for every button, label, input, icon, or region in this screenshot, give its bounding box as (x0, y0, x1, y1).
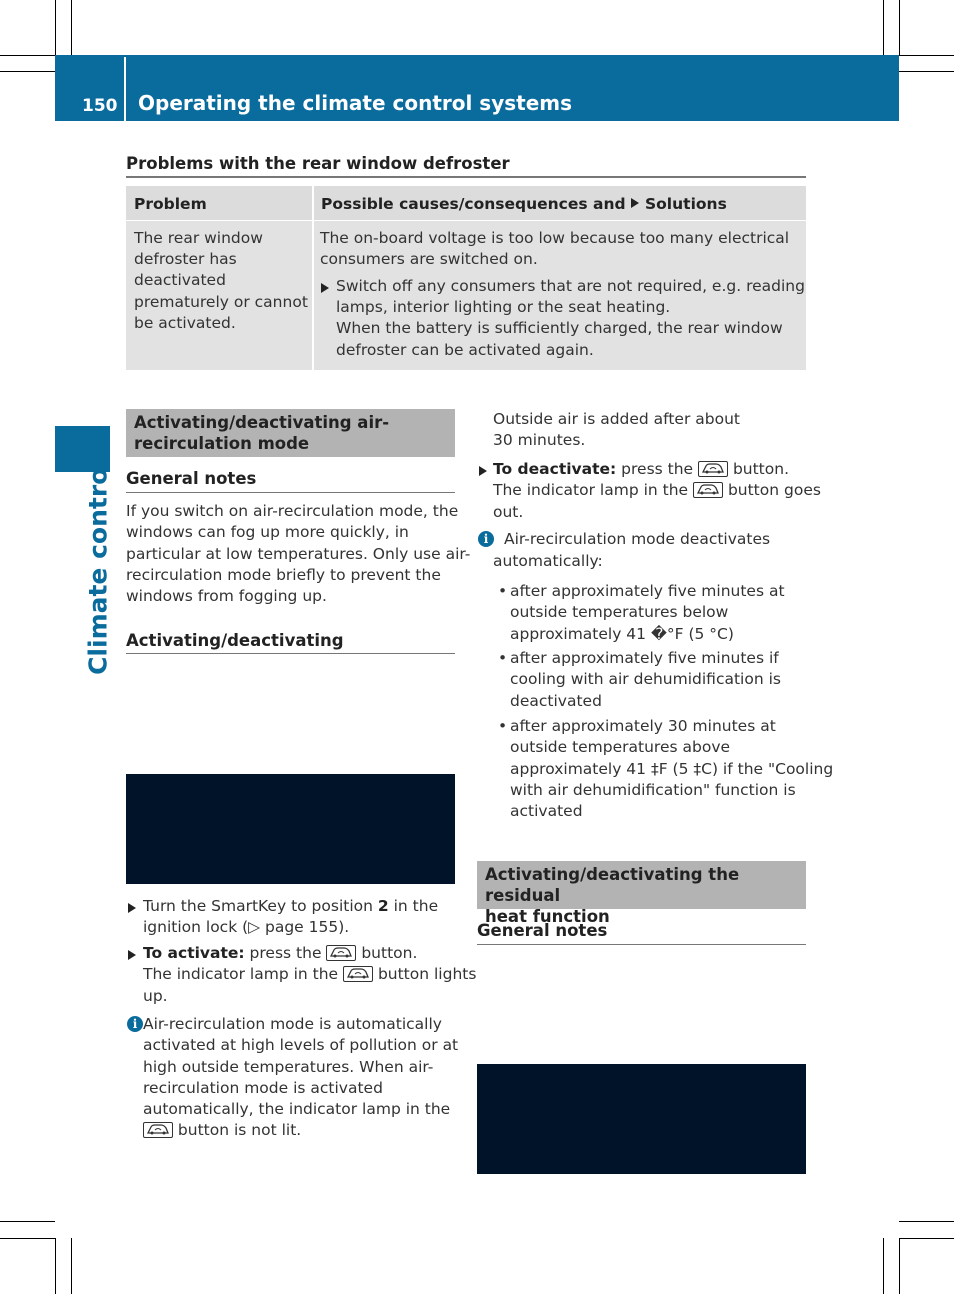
activate-label: To activate: (143, 944, 245, 962)
indicator-text-last: up. (143, 986, 168, 1005)
text-line: Activating/deactivating air- (134, 413, 390, 432)
page-title: Operating the climate control systems (138, 91, 573, 115)
table-cell-problem (126, 221, 313, 370)
deactivate-text: press the (616, 460, 699, 478)
table-header-solutions (313, 186, 806, 220)
step-activate (143, 943, 476, 1007)
recirculation-button-icon (143, 1122, 173, 1138)
step1-page-ref: ignition lock (▷ page 155). (143, 918, 350, 937)
deactivate-indicator-end: button goes (723, 481, 821, 500)
crop-mark (899, 1221, 954, 1222)
list-item (510, 716, 833, 822)
deactivate-indicator-text: The indicator lamp in the (493, 481, 694, 500)
text-line: When the battery is sufficiently charged, the rear window (336, 319, 783, 338)
text-line: particular at low temperatures. Only use air- (126, 544, 471, 563)
recirculation-button-icon (343, 966, 373, 982)
text-line: after approximately five minutes at (510, 582, 785, 600)
heading-rule (126, 653, 455, 654)
info-icon: i (127, 1016, 143, 1032)
residual-general-notes-heading: General notes (477, 921, 608, 940)
recirculation-button-icon (326, 945, 356, 961)
text-line: high outside temperatures. When air- (143, 1057, 434, 1076)
crop-mark (899, 1238, 900, 1294)
table-header-problem (126, 186, 313, 220)
residual-heat-section-title-text (485, 864, 798, 927)
crop-mark (883, 1238, 884, 1294)
table-column-divider (312, 186, 314, 370)
text-line: recirculation mode briefly to prevent the (126, 565, 441, 584)
step-deactivate (493, 459, 821, 523)
text-line: deactivated (134, 271, 226, 290)
crop-mark (71, 0, 72, 55)
crop-mark (899, 71, 954, 72)
text-line: prematurely or cannot (134, 292, 308, 311)
cause-text (320, 228, 789, 270)
solution-arrow-icon (631, 198, 639, 208)
text-line: heat function (485, 907, 610, 926)
bullet-dot-icon: • (498, 717, 508, 735)
text-line: 30 minutes. (493, 431, 586, 450)
info2-line1: Air-recirculation mode deactivates (504, 530, 771, 548)
heading-rule (126, 176, 806, 178)
text-line: consumers are switched on. (320, 250, 538, 269)
text-line: activated (510, 802, 583, 821)
crop-mark (0, 71, 55, 72)
text-line: outside temperatures above (510, 738, 731, 757)
text-line: approximately 41 ‡F (5 ‡C) if the "Cooling (510, 759, 834, 778)
text-line: outside temperatures below (510, 603, 729, 622)
text-line: with air dehumidification" function is (510, 780, 796, 799)
table-header-solutions-label (321, 195, 727, 213)
list-item (510, 581, 785, 645)
defroster-heading: Problems with the rear window defroster (126, 154, 510, 173)
activating-heading: Activating/deactivating (126, 631, 344, 650)
crop-mark (883, 0, 884, 55)
list-item (510, 648, 781, 712)
deactivate-last: out. (493, 502, 524, 521)
crop-mark (0, 1238, 55, 1239)
bullet-dot-icon: • (498, 582, 508, 600)
side-tab-label: Climate control (83, 459, 113, 675)
problem-text (134, 228, 308, 334)
crop-mark (899, 0, 900, 55)
text-line: activated at high levels of pollution or at (143, 1036, 459, 1055)
bullet-dot-icon: • (498, 649, 508, 667)
text-line: Switch off any consumers that are not required, e.g. reading (336, 277, 805, 295)
info-last-line: button is not lit. (173, 1121, 302, 1140)
outside-air-text (493, 409, 740, 452)
recirc-section-title (126, 409, 455, 457)
crop-mark (899, 1238, 954, 1239)
text-line: after approximately 30 minutes at (510, 717, 776, 735)
text-line: recirculation mode is activated (143, 1078, 383, 1097)
crop-mark (0, 55, 55, 56)
text-line: defroster has (134, 250, 237, 269)
info-auto-deactivation (504, 529, 770, 550)
text-line: windows can fog up more quickly, in (126, 523, 409, 542)
crop-mark (899, 55, 954, 56)
text-line: lamps, interior lighting or the seat heating. (336, 298, 671, 317)
solution-arrow-icon (321, 283, 329, 293)
step1-position: 2 (377, 897, 389, 915)
header-text-b: Solutions (645, 195, 727, 213)
text-line: automatically, the indicator lamp in the (143, 1100, 451, 1119)
heading-rule (126, 492, 455, 493)
text-line: The on-board voltage is too low because too many electrical (320, 229, 790, 247)
step-arrow-icon (128, 950, 136, 960)
text-line: Outside air is added after about (493, 410, 740, 428)
info2-line2: automatically: (493, 552, 603, 570)
text-line: Air-recirculation mode is automatically (143, 1015, 442, 1033)
crop-mark (55, 1238, 56, 1294)
crop-mark (55, 0, 56, 55)
text-line: If you switch on air-recirculation mode, the (126, 502, 459, 520)
activate-text: press the (244, 944, 327, 962)
header-separator (124, 57, 126, 121)
deactivate-label: To deactivate: (493, 460, 617, 478)
text-line: after approximately five minutes if (510, 649, 779, 667)
indicator-text-end: button lights (373, 965, 477, 984)
crop-mark (0, 1221, 55, 1222)
text-line: windows from fogging up. (126, 587, 327, 606)
general-notes-heading: General notes (126, 469, 257, 488)
text-line: recirculation mode (134, 434, 310, 453)
text-line: The rear window (134, 229, 263, 247)
step-turn-key (143, 896, 438, 939)
control-panel-image (126, 774, 455, 884)
text-line: approximately 41 �°F (5 °C) (510, 624, 734, 643)
info-auto-activation (143, 1014, 458, 1142)
crop-mark (71, 1238, 72, 1294)
step-arrow-icon (128, 903, 136, 913)
solution-text (336, 276, 805, 361)
activate-text-end: button. (356, 944, 418, 962)
control-panel-image (477, 1064, 806, 1174)
page-number: 150 (82, 96, 118, 116)
step-arrow-icon (479, 466, 487, 476)
text-line: defroster can be activated again. (336, 340, 594, 359)
text-line: deactivated (510, 691, 602, 710)
deactivate-text-end: button. (728, 460, 789, 478)
info-icon: i (478, 531, 494, 547)
table-cell-solutions (313, 221, 806, 370)
info-auto-deactivation-cont (493, 551, 603, 572)
recirculation-button-icon (693, 482, 723, 498)
step1-text: Turn the SmartKey to position (143, 897, 378, 915)
recirculation-button-icon (698, 461, 728, 477)
text-line: cooling with air dehumidification is (510, 670, 781, 689)
indicator-text: The indicator lamp in the (143, 965, 344, 984)
general-notes-text (126, 501, 470, 607)
info-auto-activation-text (143, 1014, 458, 1120)
header-text-a: Possible causes/consequences and (321, 195, 631, 213)
heading-rule (477, 944, 806, 945)
table-header-problem-label: Problem (134, 195, 207, 213)
step1-text-end: in the (388, 897, 439, 915)
residual-heat-section-title (477, 861, 806, 926)
text-line: Activating/deactivating the residual (485, 865, 740, 905)
text-line: be activated. (134, 313, 236, 332)
recirc-section-title-text (134, 412, 447, 454)
